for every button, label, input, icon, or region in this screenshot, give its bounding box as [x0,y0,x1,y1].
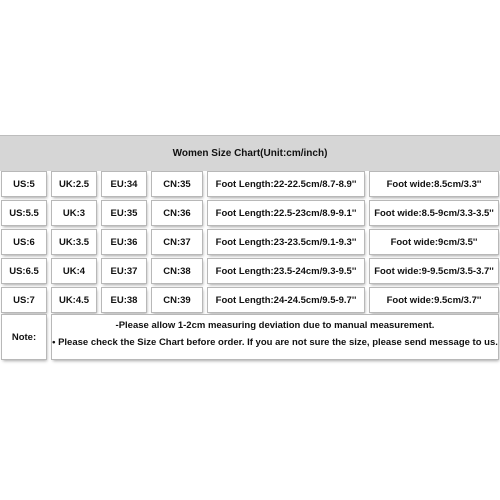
us-size-cell: US:6.5 [2,259,46,283]
uk-size-cell: UK:4 [52,259,96,283]
us-size-cell: US:5 [2,172,46,196]
cn-size-cell: CN:37 [152,230,202,254]
foot-wide-cell: Foot wide:8.5cm/3.3'' [370,172,498,196]
eu-size-cell: EU:34 [102,172,146,196]
size-row [0,257,500,286]
foot-wide-cell: Foot wide:8.5-9cm/3.3-3.5'' [370,201,498,225]
size-row [0,170,500,199]
foot-wide-cell: Foot wide:9cm/3.5'' [370,230,498,254]
foot-length-cell: Foot Length:23.5-24cm/9.3-9.5'' [208,259,364,283]
us-size-cell: US:6 [2,230,46,254]
note-line-size-check: • Please check the Size Chart before order. If you are not sure the size, please send message to us. [52,337,498,348]
size-row [0,286,500,315]
us-size-cell: US:7 [2,288,46,312]
foot-length-cell: Foot Length:23-23.5cm/9.1-9.3'' [208,230,364,254]
cn-size-cell: CN:35 [152,172,202,196]
size-row [0,228,500,257]
eu-size-cell: EU:38 [102,288,146,312]
foot-wide-cell: Foot wide:9-9.5cm/3.5-3.7'' [370,259,498,283]
size-chart [0,135,500,362]
uk-size-cell: UK:4.5 [52,288,96,312]
cn-size-cell: CN:36 [152,201,202,225]
eu-size-cell: EU:35 [102,201,146,225]
note-row [0,312,500,362]
size-row [0,199,500,228]
uk-size-cell: UK:3 [52,201,96,225]
foot-length-cell: Foot Length:24-24.5cm/9.5-9.7'' [208,288,364,312]
eu-size-cell: EU:36 [102,230,146,254]
chart-title: Women Size Chart(Unit:cm/inch) [0,135,500,171]
note-box [52,315,498,359]
uk-size-cell: UK:2.5 [52,172,96,196]
uk-size-cell: UK:3.5 [52,230,96,254]
foot-wide-cell: Foot wide:9.5cm/3.7'' [370,288,498,312]
us-size-cell: US:5.5 [2,201,46,225]
note-label: Note: [2,315,46,359]
eu-size-cell: EU:37 [102,259,146,283]
cn-size-cell: CN:38 [152,259,202,283]
foot-length-cell: Foot Length:22.5-23cm/8.9-9.1'' [208,201,364,225]
note-line-measurement: -Please allow 1-2cm measuring deviation due to manual measurement. [115,320,435,331]
cn-size-cell: CN:39 [152,288,202,312]
foot-length-cell: Foot Length:22-22.5cm/8.7-8.9'' [208,172,364,196]
